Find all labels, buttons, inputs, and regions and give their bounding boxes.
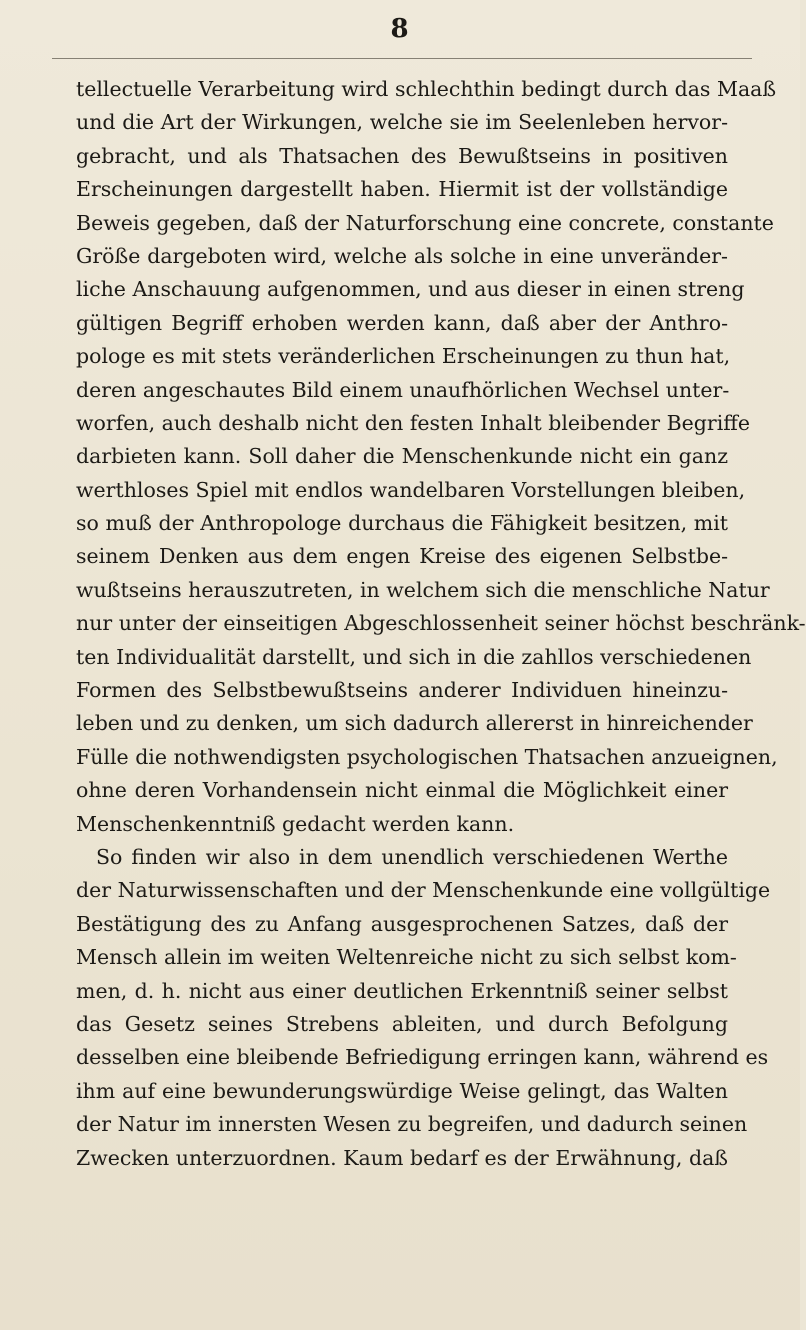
text-line: so muß der Anthropologe durchaus die Fähigkeit besitzen, mit: [76, 511, 728, 536]
text-line: Erscheinungen dargestellt haben. Hiermit ist der vollständige: [76, 177, 728, 202]
text-line: ohne deren Vorhandensein nicht einmal die Möglichkeit einer: [76, 778, 728, 803]
text-line: darbieten kann. Soll daher die Menschenkunde nicht ein ganz: [76, 444, 728, 469]
text-line: nur unter der einseitigen Abgeschlossenheit seiner höchst beschränk-: [76, 611, 806, 636]
text-line: Beweis gegeben, daß der Naturforschung eine concrete, constante: [76, 210, 774, 235]
text-line: gültigen Begriff erhoben werden kann, daß aber der Anthro-: [76, 310, 728, 335]
text-line: der Naturwissenschaften und der Menschenkunde eine vollgültige: [76, 878, 771, 903]
text-line: ihm auf eine bewunderungswürdige Weise gelingt, das Walten: [76, 1078, 728, 1103]
text-line: seinem Denken aus dem engen Kreise des eigenen Selbstbe-: [76, 544, 728, 569]
body-text: [76, 73, 806, 1175]
text-line: worfen, auch deshalb nicht den festen Inhalt bleibender Begriffe: [76, 410, 750, 435]
text-line: gebracht, und als Thatsachen des Bewußtseins in positiven: [76, 143, 728, 168]
page-number: 8: [390, 14, 410, 44]
text-line: der Natur im innersten Wesen zu begreifen, und dadurch seinen: [76, 1112, 748, 1137]
text-line: das Gesetz seines Strebens ableiten, und durch Befolgung: [76, 1011, 728, 1036]
text-line: So finden wir also in dem unendlich verschiedenen Werthe: [96, 844, 728, 869]
text-line: Zwecken unterzuordnen. Kaum bedarf es der Erwähnung, daß: [76, 1145, 728, 1170]
text-line: wußtseins herauszutreten, in welchem sich die menschliche Natur: [76, 577, 770, 602]
text-line: Fülle die nothwendigsten psychologischen Thatsachen anzueignen,: [76, 744, 778, 769]
header-rule: [52, 58, 752, 59]
text-line: Formen des Selbstbewußtseins anderer Individuen hineinzu-: [76, 678, 728, 703]
text-line: werthloses Spiel mit endlos wandelbaren Vorstellungen bleiben,: [76, 477, 746, 502]
text-line: pologe es mit stets veränderlichen Erscheinungen zu thun hat,: [76, 344, 731, 369]
text-line: Mensch allein im weiten Weltenreiche nicht zu sich selbst kom-: [76, 945, 737, 970]
text-line: und die Art der Wirkungen, welche sie im Seelenleben hervor-: [76, 110, 728, 135]
text-line: Bestätigung des zu Anfang ausgesprochenen Satzes, daß der: [76, 911, 728, 936]
text-line: Menschenkenntniß gedacht werden kann.: [76, 811, 515, 836]
text-line: leben und zu denken, um sich dadurch allererst in hinreichender: [76, 711, 753, 736]
text-line: tellectuelle Verarbeitung wird schlechthin bedingt durch das Maaß: [76, 77, 777, 101]
text-line: Größe dargeboten wird, welche als solche in eine unveränder-: [76, 243, 728, 268]
text-line: desselben eine bleibende Befriedigung erringen kann, während es: [76, 1045, 769, 1070]
text-line: liche Anschauung aufgenommen, und aus dieser in einen streng: [76, 277, 745, 302]
text-line: ten Individualität darstellt, und sich in die zahllos verschiedenen: [76, 644, 752, 669]
text-line: deren angeschautes Bild einem unaufhörlichen Wechsel unter-: [76, 377, 730, 402]
text-line: men, d. h. nicht aus einer deutlichen Erkenntniß seiner selbst: [76, 978, 728, 1003]
